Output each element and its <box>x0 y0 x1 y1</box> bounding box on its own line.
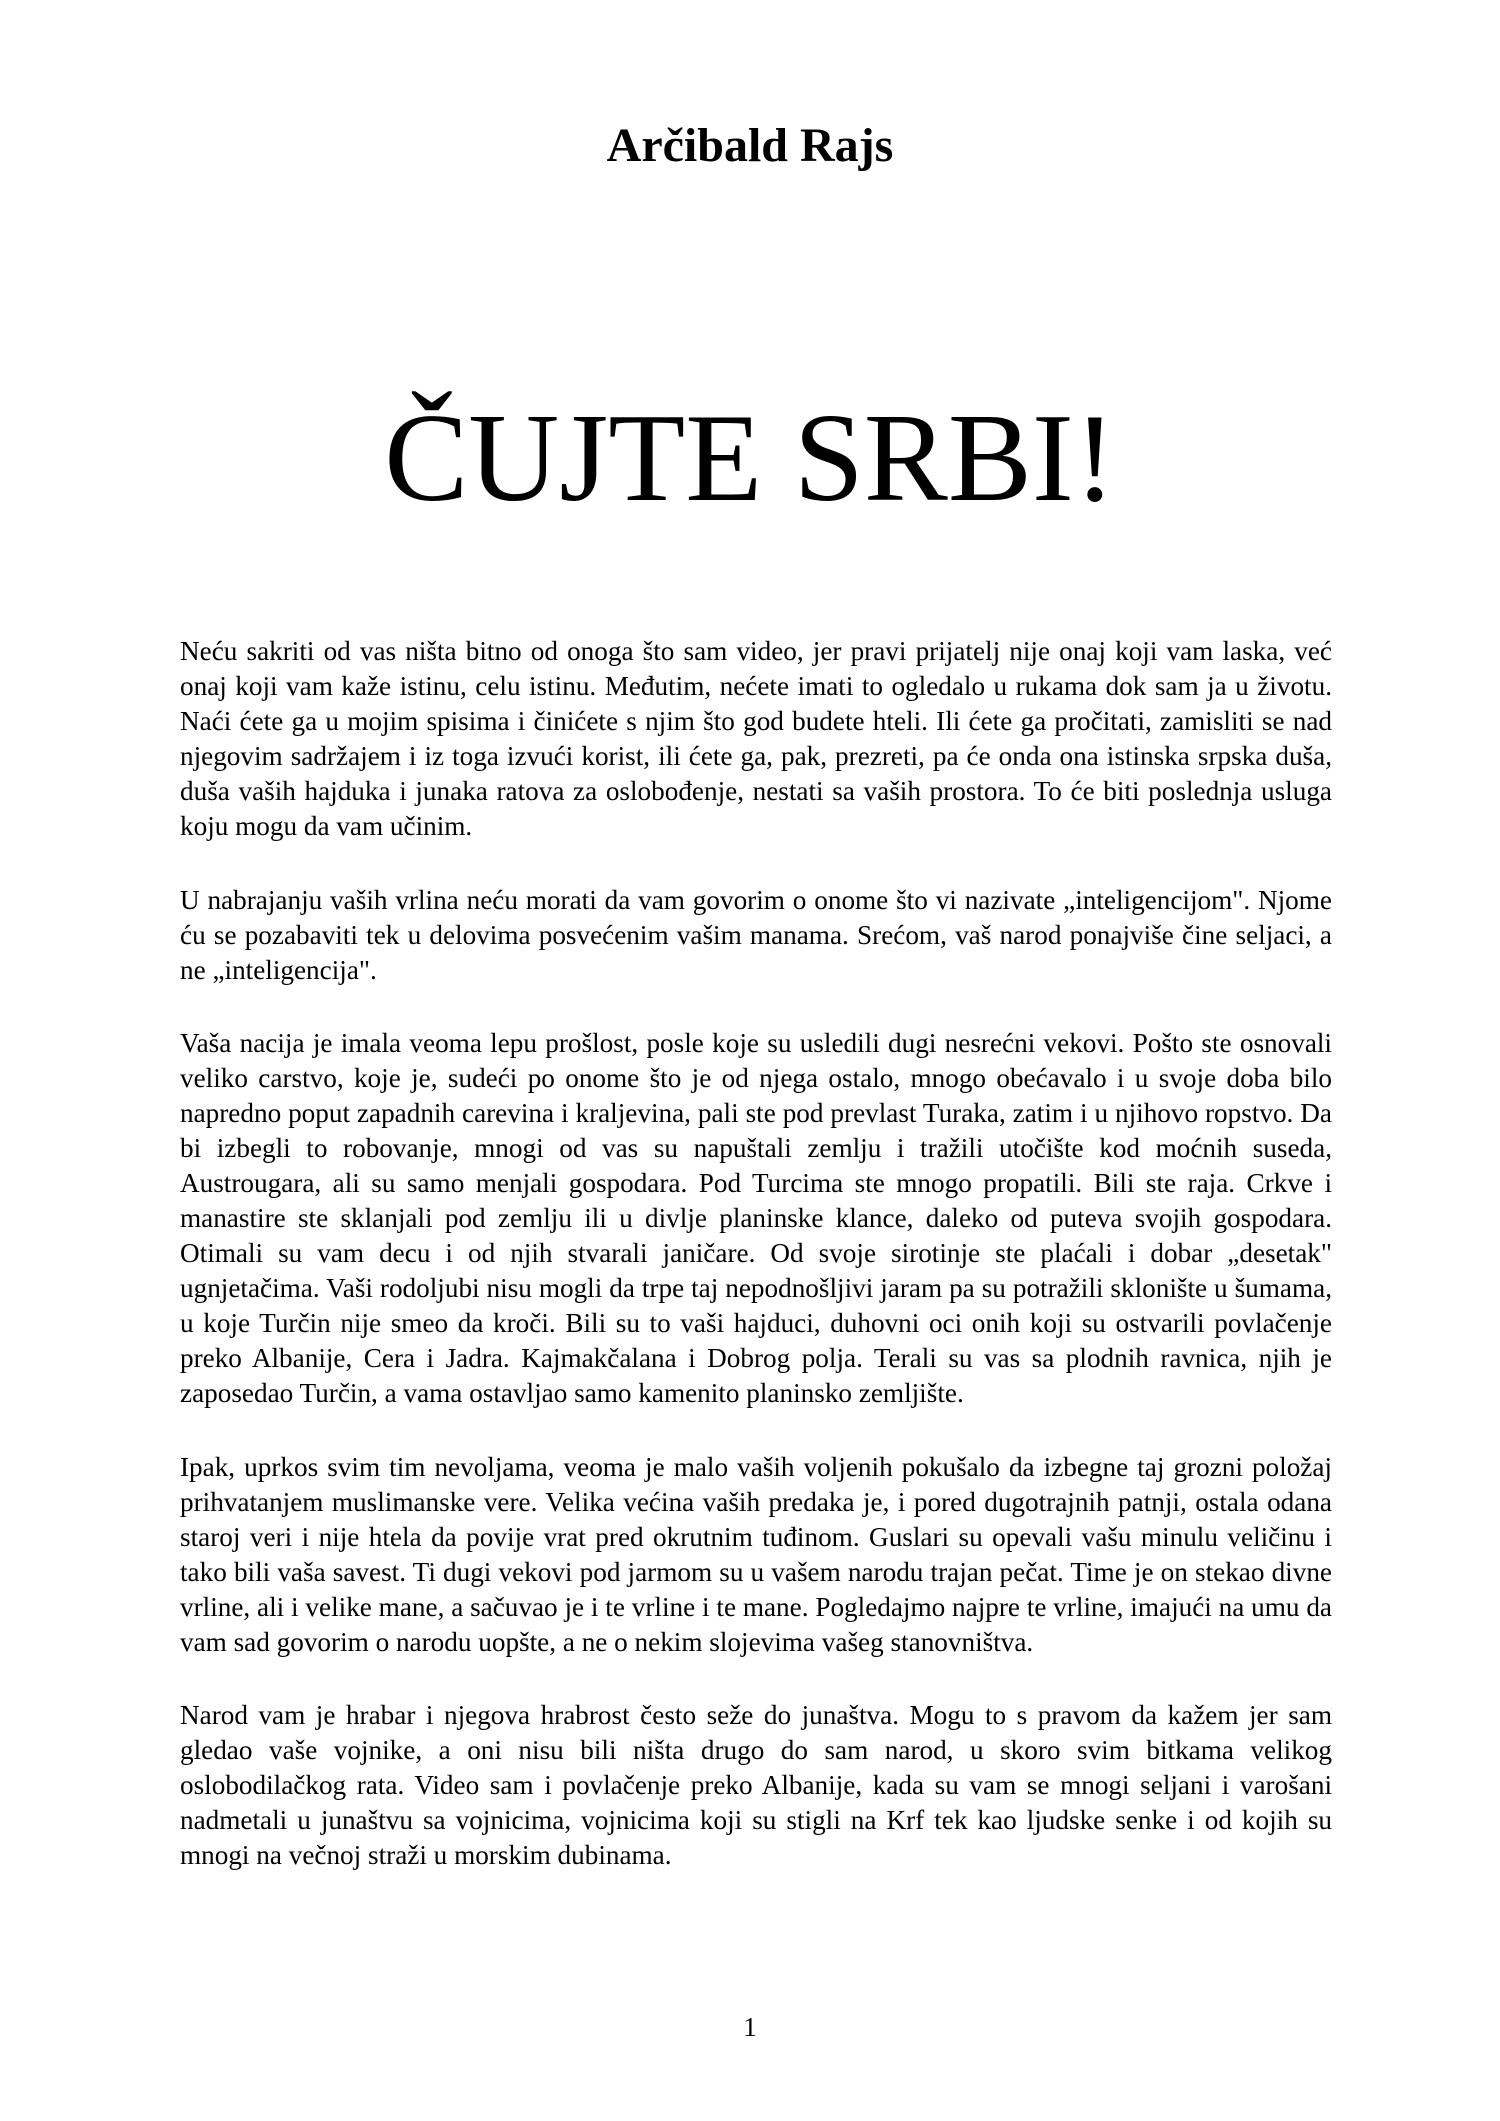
paragraph: Ipak, uprkos svim tim nevoljama, veoma je malo vaših voljenih pokušalo da izbegne taj grozni položaj prihvatanjem muslimanske vere. Velika većina vaših predaka je, i pored dugotrajnih patnji, ostala odana staroj veri i nije htela da povije vrat pred okrutnim tuđinom. Guslari su opevali vašu minulu veličinu i tako bili vaša savest. Ti dugi vekovi pod jarmom su u vašem narodu trajan pečat. Time je on stekao divne vrline, ali i velike mane, a sačuvao je i te vrline i te mane. Pogledajmo najpre te vrline, imajući na umu da vam sad govorim o narodu uopšte, a ne o nekim slojevima vašeg stanovništva. <box>180 1451 1332 1657</box>
body-text <box>180 634 1332 1912</box>
page-number: 1 <box>743 2012 757 2042</box>
paragraph: Narod vam je hrabar i njegova hrabrost često seže do junaštva. Mogu to s pravom da kažem jer sam gledao vaše vojnike, a oni nisu bili ništa drugo do sam narod, u skoro svim bitkama velikog oslobodilačkog rata. Video sam i povlačenje preko Albanije, kada su vam se mnogi seljani i varošani nadmetali u junaštvu sa vojnicima, vojnicima koji su stigli na Krf tek kao ljudske senke i od kojih su mnogi na večnoj straži u morskim dubinama. <box>180 1700 1332 1870</box>
author-name: Arčibald Rajs <box>606 119 894 172</box>
document-title: ČUJTE SRBI! <box>384 389 1116 528</box>
paragraph: Neću sakriti od vas ništa bitno od onoga što sam video, jer pravi prijatelj nije onaj koji vam laska, već onaj koji vam kaže istinu, celu istinu. Međutim, nećete imati to ogledalo u rukama dok sam ja u životu. Naći ćete ga u mojim spisima i činićete s njim što god budete hteli. Ili ćete ga pročitati, zamisliti se nad njegovim sadržajem i iz toga izvući korist, ili ćete ga, pak, prezreti, pa će onda ona istinska srpska duša, duša vaših hajduka i junaka ratova za oslobođenje, nestati sa vaših prostora. To će biti poslednja usluga koju mogu da vam učinim. <box>180 636 1332 841</box>
paragraph: Vaša nacija je imala veoma lepu prošlost, posle koje su usledili dugi nesrećni vekovi. Pošto ste osnovali veliko carstvo, koje je, sudeći po onome što je od njega ostalo, mnogo obećavalo i u svoje doba bilo napredno poput zapadnih carevina i kraljevina, pali ste pod prevlast Turaka, zatim i u njihovo ropstvo. Da bi izbegli to robovanje, mnogi od vas su napuštali zemlju i tražili utočište kod moćnih suseda, Austrougara, ali su samo menjali gospodara. Pod Turcima ste mnogo propatili. Bili ste raja. Crkve i manastire ste sklanjali pod zemlju ili u divlje planinske klance, daleko od puteva svojih gospodara. Otimali su vam decu i od njih stvarali janičare. Od svoje sirotinje ste plaćali i dobar „desetak" ugnjetačima. Vaši rodoljubi nisu mogli da trpe taj nepodnošljivi jaram pa su potražili sklonište u šumama, u koje Turčin nije smeo da kroči. Bili su to vaši hajduci, duhovni oci onih koji su ostvarili povlačenje preko Albanije, Cera i Jadra. Kajmakčalana i Dobrog polja. Terali su vas sa plodnih ravnica, njih je zaposedao Turčin, a vama ostavljao samo kamenito planinsko zemljište. <box>180 1028 1332 1408</box>
paragraph: U nabrajanju vaših vrlina neću morati da vam govorim o onome što vi nazivate „inteligencijom". Njome ću se pozabaviti tek u delovima posvećenim vašim manama. Srećom, vaš narod ponajviše čine seljaci, a ne „inteligencija". <box>180 884 1332 985</box>
